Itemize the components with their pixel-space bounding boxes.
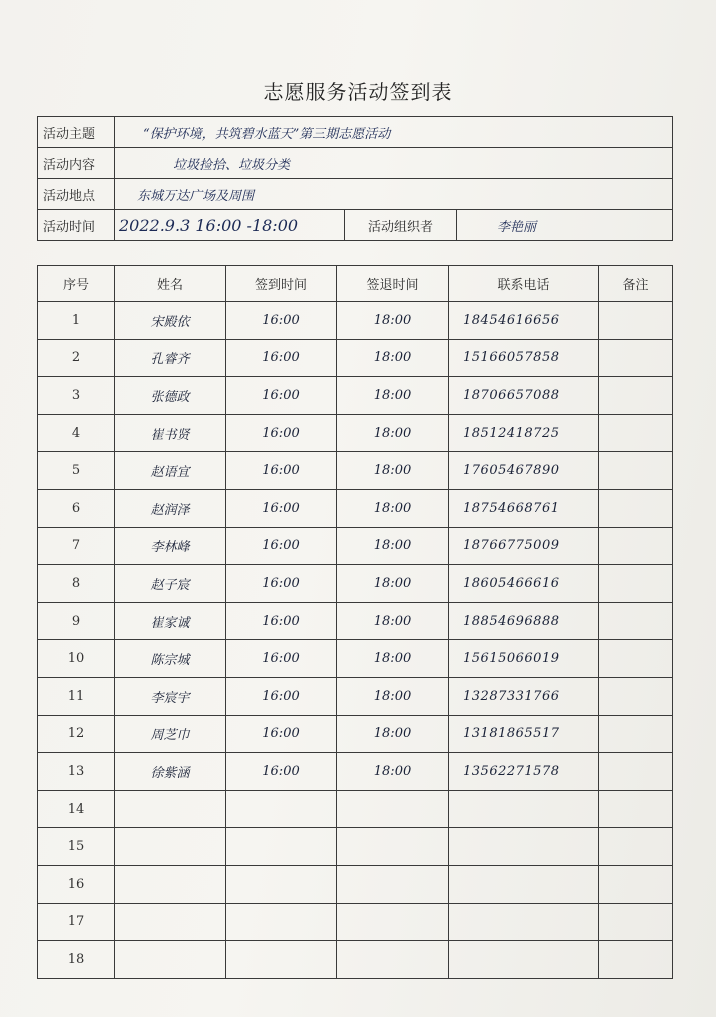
row-sign-out-time [337,865,449,903]
header-note: 备注 [599,266,673,302]
row-number: 5 [38,452,115,490]
row-number: 12 [38,715,115,753]
row-sign-out-time: 18:00 [337,602,449,640]
row-name [115,865,226,903]
row-phone [449,790,599,828]
row-sign-in-time: 16:00 [226,753,337,791]
row-note [599,941,673,979]
row-sign-out-time: 18:00 [337,339,449,377]
header-no: 序号 [38,266,115,302]
row-note [599,377,673,415]
row-number: 1 [38,302,115,340]
row-sign-in-time [226,903,337,941]
row-sign-in-time: 16:00 [226,715,337,753]
row-sign-in-time: 16:00 [226,377,337,415]
row-phone: 18854696888 [449,602,599,640]
row-name: 张德政 [115,377,226,415]
row-name: 赵语宜 [115,452,226,490]
table-row [38,640,673,678]
row-number: 10 [38,640,115,678]
row-name: 赵润泽 [115,489,226,527]
row-sign-out-time: 18:00 [337,715,449,753]
form-title: 志愿服务活动签到表 [263,80,453,104]
row-sign-in-time [226,828,337,866]
content-row [38,148,673,179]
row-phone: 18766775009 [449,527,599,565]
organizer-value: 李艳丽 [457,210,673,241]
location-label: 活动地点 [38,179,115,210]
row-phone: 17605467890 [449,452,599,490]
row-sign-out-time: 18:00 [337,489,449,527]
row-number: 9 [38,602,115,640]
row-note [599,677,673,715]
table-row [38,677,673,715]
table-row [38,489,673,527]
row-name: 崔书贤 [115,414,226,452]
row-sign-out-time: 18:00 [337,414,449,452]
row-note [599,828,673,866]
row-sign-in-time: 16:00 [226,452,337,490]
table-row [38,302,673,340]
row-note [599,414,673,452]
row-number: 15 [38,828,115,866]
time-label: 活动时间 [38,210,115,241]
row-sign-out-time [337,790,449,828]
row-note [599,790,673,828]
row-sign-in-time [226,941,337,979]
table-row [38,527,673,565]
row-note [599,527,673,565]
row-name: 孔睿齐 [115,339,226,377]
location-row [38,179,673,210]
table-row [38,790,673,828]
row-phone [449,828,599,866]
row-name: 李林峰 [115,527,226,565]
table-row [38,452,673,490]
row-phone: 18605466616 [449,565,599,603]
row-sign-in-time [226,790,337,828]
table-header-row [38,266,673,302]
row-sign-out-time [337,941,449,979]
row-sign-in-time: 16:00 [226,677,337,715]
row-name: 李宸宇 [115,677,226,715]
header-sign-out-time: 签退时间 [337,266,449,302]
row-phone: 13562271578 [449,753,599,791]
activity-info-table [37,116,673,241]
row-phone: 18706657088 [449,377,599,415]
content-value: 垃圾捡拾、垃圾分类 [115,148,673,179]
row-phone: 13181865517 [449,715,599,753]
row-sign-out-time [337,903,449,941]
header-sign-in-time: 签到时间 [226,266,337,302]
row-number: 7 [38,527,115,565]
table-row [38,753,673,791]
row-note [599,339,673,377]
row-number: 2 [38,339,115,377]
row-phone: 15615066019 [449,640,599,678]
table-row [38,602,673,640]
row-name [115,903,226,941]
row-name [115,941,226,979]
theme-row [38,117,673,148]
row-note [599,715,673,753]
row-sign-in-time: 16:00 [226,640,337,678]
table-row [38,941,673,979]
row-sign-in-time: 16:00 [226,602,337,640]
row-number: 18 [38,941,115,979]
table-row [38,339,673,377]
time-value: 2022.9.3 16:00 -18:00 [115,210,345,241]
row-sign-out-time: 18:00 [337,677,449,715]
row-number: 11 [38,677,115,715]
content-label: 活动内容 [38,148,115,179]
row-sign-out-time: 18:00 [337,565,449,603]
theme-value: “保护环境，共筑碧水蓝天”第三期志愿活动 [115,117,673,148]
row-sign-in-time [226,865,337,903]
row-sign-out-time: 18:00 [337,753,449,791]
table-row [38,377,673,415]
row-phone [449,903,599,941]
row-note [599,903,673,941]
row-note [599,753,673,791]
row-number: 16 [38,865,115,903]
table-row [38,414,673,452]
row-sign-in-time: 16:00 [226,527,337,565]
time-row [38,210,673,241]
theme-label: 活动主题 [38,117,115,148]
row-phone: 18512418725 [449,414,599,452]
row-note [599,452,673,490]
row-note [599,302,673,340]
table-row [38,715,673,753]
row-number: 3 [38,377,115,415]
row-phone [449,865,599,903]
row-sign-out-time: 18:00 [337,377,449,415]
location-value: 东城万达广场及周围 [115,179,673,210]
row-name: 周芝巾 [115,715,226,753]
row-name [115,790,226,828]
row-sign-out-time: 18:00 [337,452,449,490]
row-number: 8 [38,565,115,603]
organizer-label: 活动组织者 [345,210,457,241]
row-sign-out-time: 18:00 [337,640,449,678]
row-note [599,565,673,603]
header-phone: 联系电话 [449,266,599,302]
table-row [38,903,673,941]
table-row [38,865,673,903]
header-name: 姓名 [115,266,226,302]
row-sign-in-time: 16:00 [226,302,337,340]
row-sign-out-time: 18:00 [337,302,449,340]
row-name: 崔家诚 [115,602,226,640]
row-note [599,865,673,903]
table-row [38,828,673,866]
row-number: 13 [38,753,115,791]
row-number: 6 [38,489,115,527]
row-name: 徐紫涵 [115,753,226,791]
row-number: 14 [38,790,115,828]
row-phone: 18454616656 [449,302,599,340]
row-number: 4 [38,414,115,452]
row-sign-out-time [337,828,449,866]
row-sign-out-time: 18:00 [337,527,449,565]
row-name: 赵子宸 [115,565,226,603]
row-phone: 13287331766 [449,677,599,715]
row-note [599,640,673,678]
row-name: 陈宗城 [115,640,226,678]
row-note [599,602,673,640]
row-sign-in-time: 16:00 [226,489,337,527]
sign-in-table [37,265,673,979]
row-phone [449,941,599,979]
row-phone: 18754668761 [449,489,599,527]
row-sign-in-time: 16:00 [226,565,337,603]
row-sign-in-time: 16:00 [226,339,337,377]
row-name [115,828,226,866]
row-number: 17 [38,903,115,941]
table-row [38,565,673,603]
row-sign-in-time: 16:00 [226,414,337,452]
row-note [599,489,673,527]
row-name: 宋殿依 [115,302,226,340]
row-phone: 15166057858 [449,339,599,377]
